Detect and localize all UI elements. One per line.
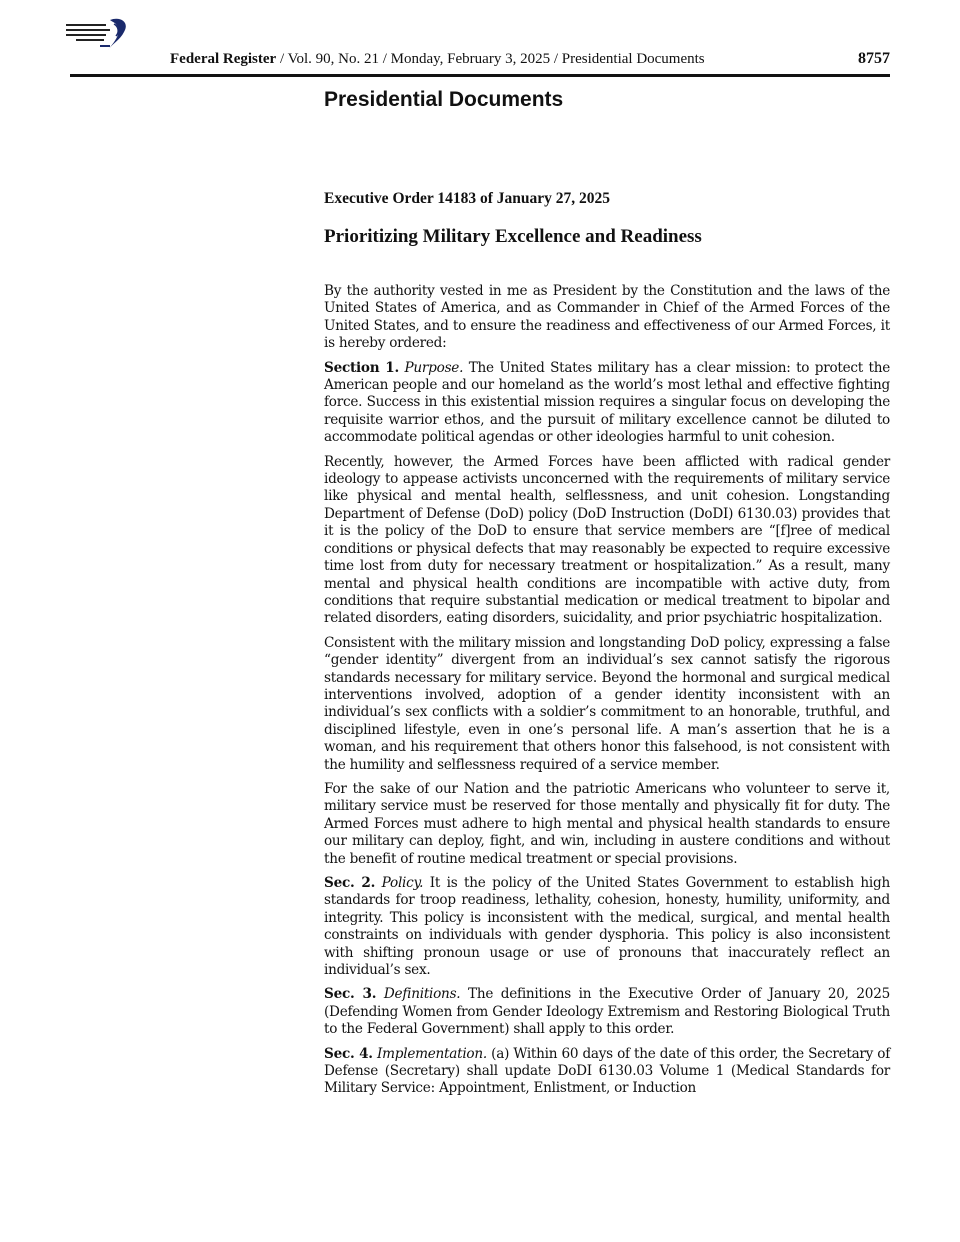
- paragraph: Sec. 2. Policy. It is the policy of the United States Government to establish high standards for troop readiness, lethality, cohesion, honesty, humility, uniformity, and integrity. This policy is inconsistent with the medical, surgical, and mental health constraints on individuals with gender dysphoria. This policy is also inconsistent with shifting pronoun usage or use of pronouns that inaccurately reflect an individual’s sex.: [324, 875, 890, 979]
- gpo-authenticated-logo-icon: [62, 14, 132, 54]
- paragraph: Sec. 4. Implementation. (a) Within 60 days of the date of this order, the Secretary of Defense (Secretary) shall update DoDI 6130.03 Volume 1 (Medical Standards for Military Service: Appointment, Enlistment, or Induction: [324, 1045, 891, 1097]
- paragraph: Section 1. Purpose. The United States military has a clear mission: to protect the American people and our homeland as the world’s most lethal and effective fighting force. Success in this existential mission requires a singular focus on developing the requisite warrior ethos, and the pursuit of military excellence cannot be diluted to accommodate political agendas or other ideologies harmful to unit cohesion.: [324, 359, 890, 446]
- paragraph: Recently, however, the Armed Forces have been afflicted with radical gender ideology to appease activists unconcerned with the requirements of military service like physical and mental health, selflessness, and unit cohesion. Longstanding Department of Defense (DoD) policy (DoD Instruction (DoDI) 6130.03) provides that it is the policy of the DoD to ensure that service members are “[f]ree of medical conditions or physical defects that may reasonably be expected to require excessive time lost from duty for necessary treatment or hospitalization.” As a result, many mental and physical health conditions are incompatible with active duty, from conditions that require substantial medication or medical treatment to bipolar and related disorders, eating disorders, suicidality, and prior psychiatric hospitalization.: [324, 453, 890, 627]
- section-label: Sec. 4.: [324, 1045, 373, 1062]
- paragraph: By the authority vested in me as President by the Constitution and the laws of the United States of America, and as Commander in Chief of the Armed Forces of the United States, and to ensure the readiness and effectiveness of our Armed Forces, it is hereby ordered:: [324, 283, 890, 352]
- executive-order-title: Prioritizing Military Excellence and Readiness: [324, 226, 702, 247]
- paragraph: Consistent with the military mission and longstanding DoD policy, expressing a false “gender identity” divergent from an individual’s sex cannot satisfy the rigorous standards necessary for military service. Beyond the hormonal and surgical medical interventions involved, adoption of a gender identity inconsistent with an individual’s sex conflicts with a soldier’s commitment to an honorable, truthful, and disciplined lifestyle, even in one’s personal life. A man’s assertion that he is a woman, and his requirement that others honor this falsehood, is not consistent with the humility and selflessness required of a service member.: [324, 634, 890, 773]
- paragraph: Sec. 3. Definitions. The definitions in the Executive Order of January 20, 2025 (Defending Women from Gender Ideology Extremism and Restoring Biological Truth to the Federal Government) shall apply to this order.: [324, 986, 890, 1038]
- paragraph: For the sake of our Nation and the patriotic Americans who volunteer to serve it, military service must be reserved for those mentally and physically fit for duty. The Armed Forces must adhere to high mental and physical health standards to ensure our military can deploy, fight, and win, including in austere conditions and without the benefit of routine medical treatment or special provisions.: [324, 780, 890, 867]
- issue-details: / Vol. 90, No. 21 / Monday, February 3, 2025 / Presidential Documents: [276, 51, 705, 67]
- section-heading: Policy.: [381, 875, 424, 891]
- journal-name: Federal Register: [170, 51, 277, 67]
- page-number: 8757: [858, 50, 890, 67]
- running-header: [170, 50, 890, 72]
- section-heading: Implementation.: [377, 1045, 487, 1062]
- header-citation: [170, 51, 705, 68]
- section-label: Sec. 3.: [324, 986, 377, 1003]
- document-body: [324, 283, 890, 1105]
- section-label: Section 1.: [324, 359, 400, 376]
- header-rule: [70, 74, 890, 77]
- section-label: Sec. 2.: [324, 875, 376, 891]
- section-heading: Definitions.: [383, 986, 461, 1003]
- section-title: Presidential Documents: [324, 88, 564, 111]
- section-heading: Purpose.: [404, 359, 464, 376]
- executive-order-heading: Executive Order 14183 of January 27, 2025: [324, 190, 611, 207]
